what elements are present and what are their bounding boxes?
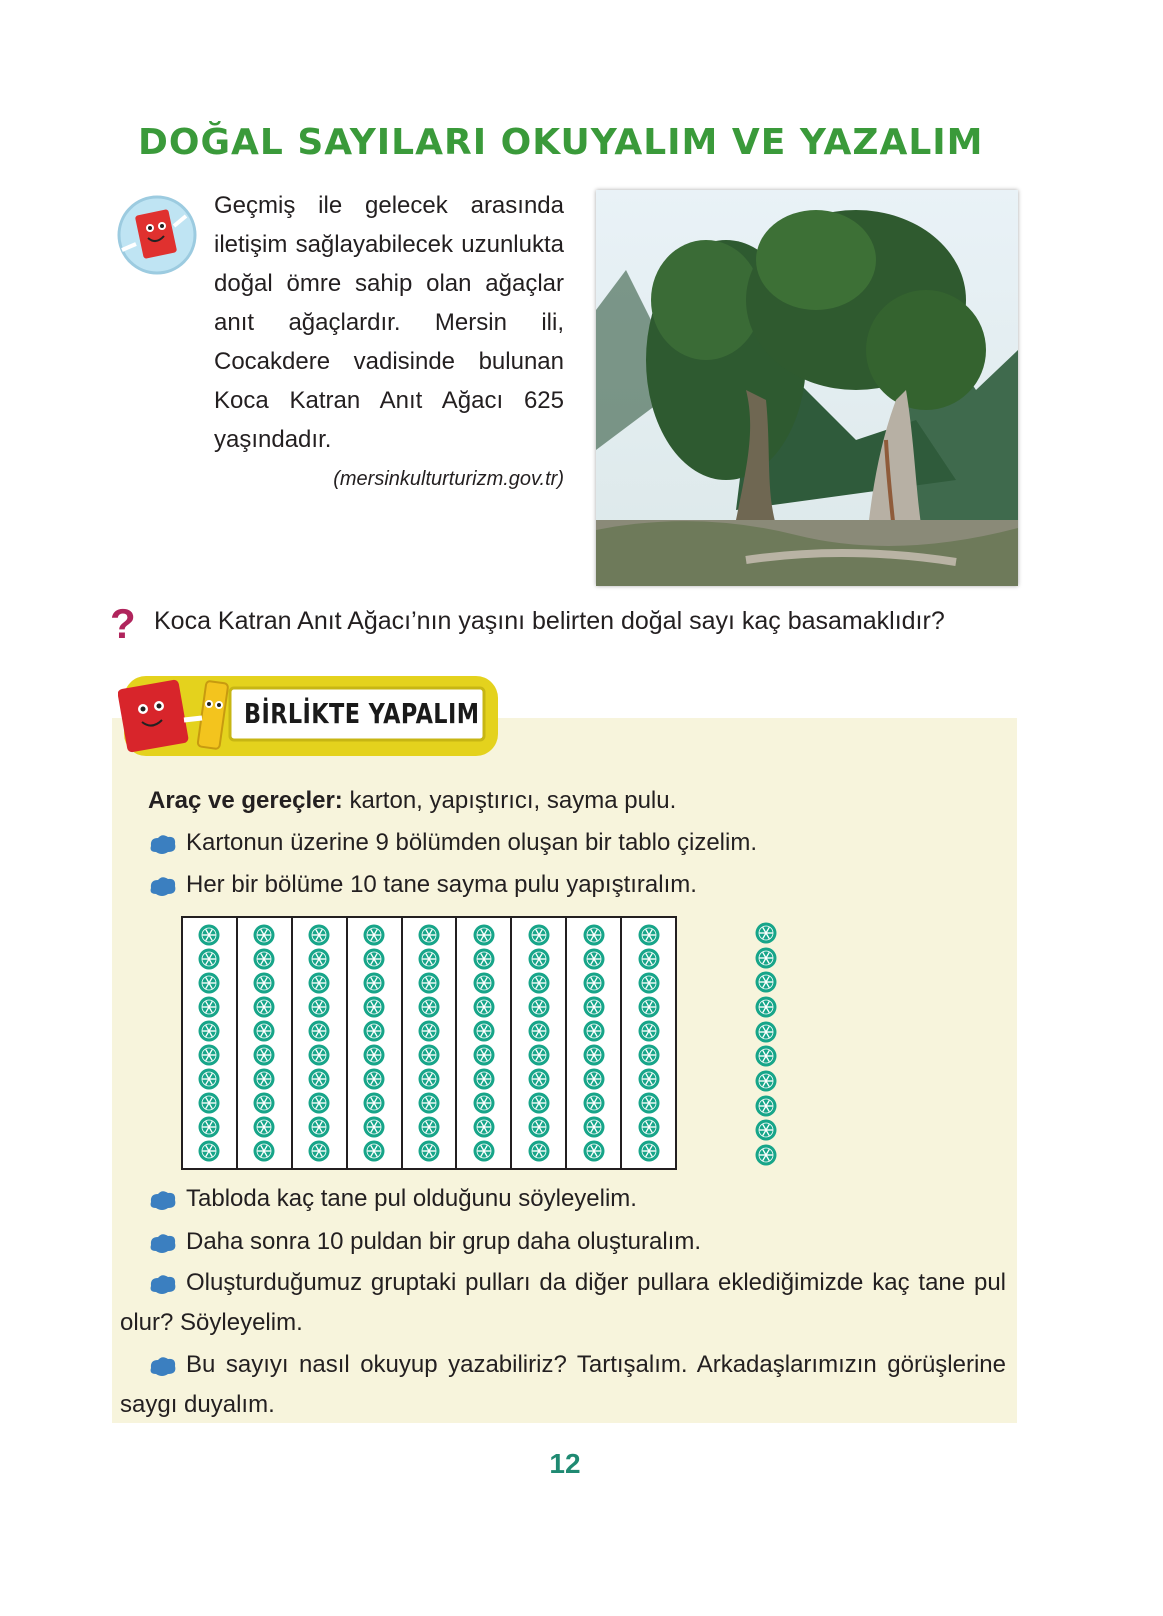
extra-counter-group [755, 922, 777, 1166]
counting-chip-icon [755, 1045, 777, 1067]
intro-paragraph: Geçmiş ile gelecek arasında iletişim sağlayabilecek uzunlukta doğal ömre sahip olan ağaçlar anıt ağaçlardır. Mersin ili, Cocakdere vadisinde bulunan Koca Katran Anıt Ağacı 625 yaşındadır. [214, 192, 564, 453]
counting-chip-icon [253, 924, 275, 946]
counting-chip-icon [308, 924, 330, 946]
counting-chip-icon [198, 996, 220, 1018]
step-2-text: Her bir bölüme 10 tane sayma pulu yapıştıralım. [186, 871, 697, 898]
counting-chip-icon [308, 996, 330, 1018]
counting-chip-icon [253, 1140, 275, 1162]
counting-chip-icon [198, 924, 220, 946]
counting-chip-icon [363, 1068, 385, 1090]
counting-chip-icon [473, 1068, 495, 1090]
materials-list: karton, yapıştırıcı, sayma pulu. [342, 787, 677, 814]
counting-chip-icon [528, 1020, 550, 1042]
table-section [348, 918, 403, 1168]
counting-chip-icon [363, 924, 385, 946]
counting-chip-icon [198, 1092, 220, 1114]
table-section [622, 918, 675, 1168]
counting-chip-icon [308, 948, 330, 970]
counting-chip-icon [363, 948, 385, 970]
counting-chip-icon [755, 1070, 777, 1092]
counting-chip-icon [638, 972, 660, 994]
activity-banner-title: BİRLİKTE YAPALIM [244, 697, 480, 730]
counting-chip-icon [418, 924, 440, 946]
counting-chip-icon [363, 1116, 385, 1138]
counting-chip-icon [528, 1116, 550, 1138]
counting-chip-icon [198, 1020, 220, 1042]
counting-chip-icon [528, 1092, 550, 1114]
counting-chip-icon [253, 1020, 275, 1042]
counting-chip-icon [198, 1116, 220, 1138]
counting-chip-icon [755, 947, 777, 969]
counting-chip-icon [308, 1044, 330, 1066]
counting-chip-icon [528, 948, 550, 970]
counting-chip-icon [418, 972, 440, 994]
counting-chip-icon [755, 1021, 777, 1043]
counting-chip-icon [418, 1044, 440, 1066]
counting-chip-icon [473, 1092, 495, 1114]
counting-chip-icon [755, 971, 777, 993]
page-number: 12 [549, 1448, 581, 1479]
counting-chip-icon [253, 1068, 275, 1090]
counting-chip-icon [528, 1044, 550, 1066]
table-section [293, 918, 348, 1168]
counting-chip-icon [583, 1092, 605, 1114]
counting-chip-icon [528, 996, 550, 1018]
counting-chip-icon [638, 948, 660, 970]
counting-chip-icon [528, 1140, 550, 1162]
counting-chip-icon [638, 1116, 660, 1138]
counting-chip-icon [583, 996, 605, 1018]
counting-chip-icon [253, 972, 275, 994]
question-icon: ? [110, 600, 136, 647]
counter-table [181, 916, 677, 1170]
counting-chip-icon [363, 996, 385, 1018]
counting-chip-icon [528, 924, 550, 946]
counting-chip-icon [418, 1020, 440, 1042]
counting-chip-icon [363, 1044, 385, 1066]
counting-chip-icon [473, 1140, 495, 1162]
counting-chip-icon [755, 1095, 777, 1117]
counting-chip-icon [253, 948, 275, 970]
step-2 [148, 870, 697, 900]
counting-chip-icon [473, 972, 495, 994]
counting-chip-icon [583, 924, 605, 946]
counting-chip-icon [583, 1068, 605, 1090]
counting-chip-icon [363, 972, 385, 994]
counting-chip-icon [583, 1020, 605, 1042]
counting-chip-icon [198, 948, 220, 970]
counting-chip-icon [473, 948, 495, 970]
counting-chip-icon [253, 1044, 275, 1066]
step-6-text: Bu sayıyı nasıl okuyup yazabiliriz? Tartışalım. Arkadaşlarımızın görüşlerine saygı duyalım. [120, 1351, 1006, 1418]
counting-chip-icon [583, 1044, 605, 1066]
counting-chip-icon [418, 1092, 440, 1114]
table-section [512, 918, 567, 1168]
counting-chip-icon [638, 1092, 660, 1114]
counting-chip-icon [253, 1116, 275, 1138]
counting-chip-icon [308, 972, 330, 994]
book-mascot-icon [112, 190, 202, 280]
counting-chip-icon [638, 1068, 660, 1090]
counting-chip-icon [418, 1140, 440, 1162]
table-section [567, 918, 622, 1168]
section-title: DOĞAL SAYILARI OKUYALIM VE YAZALIM [138, 122, 984, 163]
step-6 [120, 1345, 1006, 1425]
materials-line [148, 786, 676, 816]
materials-label: Araç ve gereçler: [148, 787, 343, 814]
splash-bullet-icon [148, 1231, 178, 1255]
splash-bullet-icon [148, 1272, 178, 1296]
counting-chip-icon [253, 996, 275, 1018]
step-4-text: Daha sonra 10 puldan bir grup daha oluşturalım. [186, 1228, 701, 1255]
counting-chip-icon [418, 1116, 440, 1138]
counting-chip-icon [755, 922, 777, 944]
counting-chip-icon [308, 1116, 330, 1138]
splash-bullet-icon [148, 832, 178, 856]
step-5-text: Oluşturduğumuz gruptaki pulları da diğer pullara eklediğimizde kaç tane pul olur? Söyleyelim. [120, 1269, 1006, 1336]
splash-bullet-icon [148, 1354, 178, 1378]
step-1 [148, 828, 757, 858]
counting-chip-icon [638, 1044, 660, 1066]
counting-chip-icon [473, 1116, 495, 1138]
step-1-text: Kartonun üzerine 9 bölümden oluşan bir tablo çizelim. [186, 829, 757, 856]
counting-chip-icon [198, 1068, 220, 1090]
counting-chip-icon [198, 972, 220, 994]
counting-chip-icon [638, 996, 660, 1018]
counting-chip-icon [418, 996, 440, 1018]
counting-chip-icon [198, 1044, 220, 1066]
counting-chip-icon [583, 948, 605, 970]
counting-chip-icon [308, 1092, 330, 1114]
table-section [183, 918, 238, 1168]
table-section [403, 918, 458, 1168]
counting-chip-icon [638, 1140, 660, 1162]
splash-bullet-icon [148, 874, 178, 898]
counting-chip-icon [583, 1116, 605, 1138]
counting-chip-icon [528, 1068, 550, 1090]
counting-chip-icon [308, 1020, 330, 1042]
counting-chip-icon [473, 996, 495, 1018]
counting-chip-icon [473, 924, 495, 946]
counting-chip-icon [198, 1140, 220, 1162]
splash-bullet-icon [148, 1188, 178, 1212]
counting-chip-icon [418, 948, 440, 970]
counting-chip-icon [418, 1068, 440, 1090]
counting-chip-icon [308, 1068, 330, 1090]
counting-chip-icon [473, 1044, 495, 1066]
question-text: Koca Katran Anıt Ağacı’nın yaşını belirten doğal sayı kaç basamaklıdır? [154, 607, 945, 635]
step-5 [120, 1263, 1006, 1343]
table-section [457, 918, 512, 1168]
counting-chip-icon [363, 1140, 385, 1162]
counting-chip-icon [473, 1020, 495, 1042]
monument-tree-photo [596, 190, 1018, 586]
step-4 [148, 1227, 701, 1257]
source-citation: (mersinkulturturizm.gov.tr) [333, 468, 564, 490]
counting-chip-icon [253, 1092, 275, 1114]
counting-chip-icon [583, 972, 605, 994]
counting-chip-icon [528, 972, 550, 994]
counting-chip-icon [583, 1140, 605, 1162]
table-section [238, 918, 293, 1168]
counting-chip-icon [363, 1020, 385, 1042]
counting-chip-icon [755, 996, 777, 1018]
counting-chip-icon [638, 1020, 660, 1042]
counting-chip-icon [755, 1144, 777, 1166]
counting-chip-icon [308, 1140, 330, 1162]
counting-chip-icon [638, 924, 660, 946]
counting-chip-icon [363, 1092, 385, 1114]
counting-chip-icon [755, 1119, 777, 1141]
step-3-text: Tabloda kaç tane pul olduğunu söyleyelim. [186, 1185, 637, 1212]
step-3 [148, 1184, 637, 1214]
